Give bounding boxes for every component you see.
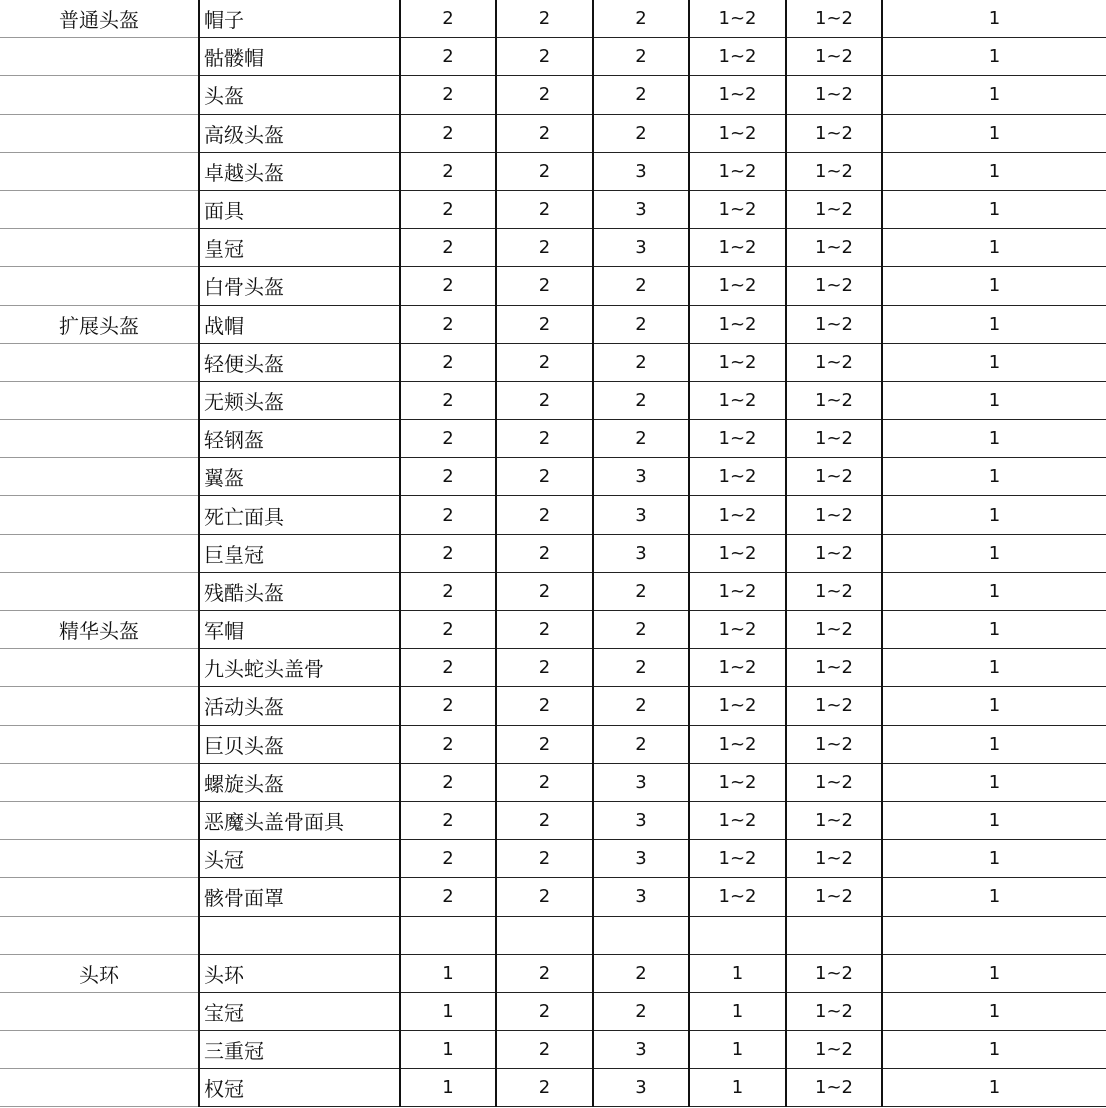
value-cell: 1~2 <box>689 687 786 725</box>
item-name-cell: 恶魔头盖骨面具 <box>199 801 400 839</box>
category-cell <box>0 114 199 152</box>
category-cell <box>0 152 199 190</box>
value-cell: 1~2 <box>689 763 786 801</box>
item-name-cell: 死亡面具 <box>199 496 400 534</box>
item-name-cell: 权冠 <box>199 1069 400 1107</box>
value-cell: 2 <box>496 878 593 916</box>
value-cell: 1~2 <box>786 1069 882 1107</box>
category-cell <box>0 878 199 916</box>
value-cell: 2 <box>593 305 689 343</box>
value-cell: 1~2 <box>689 38 786 76</box>
value-cell: 1~2 <box>786 267 882 305</box>
value-cell: 1~2 <box>786 458 882 496</box>
value-cell: 2 <box>400 305 496 343</box>
value-cell: 1 <box>689 992 786 1030</box>
table-row <box>0 305 1106 343</box>
value-cell: 2 <box>400 534 496 572</box>
value-cell: 1~2 <box>689 381 786 419</box>
value-cell: 2 <box>496 343 593 381</box>
value-cell: 1~2 <box>689 343 786 381</box>
value-cell: 1 <box>882 840 1106 878</box>
table-row <box>0 114 1106 152</box>
category-cell <box>0 76 199 114</box>
value-cell: 1 <box>882 954 1106 992</box>
item-name-cell: 战帽 <box>199 305 400 343</box>
value-cell: 2 <box>593 76 689 114</box>
value-cell: 1~2 <box>786 992 882 1030</box>
value-cell: 1 <box>882 458 1106 496</box>
value-cell: 2 <box>496 572 593 610</box>
value-cell <box>786 916 882 954</box>
value-cell: 3 <box>593 1031 689 1069</box>
value-cell: 1~2 <box>786 38 882 76</box>
value-cell: 2 <box>400 572 496 610</box>
value-cell: 1 <box>882 0 1106 38</box>
item-name-cell: 面具 <box>199 190 400 228</box>
value-cell: 3 <box>593 534 689 572</box>
value-cell: 1 <box>882 763 1106 801</box>
item-name-cell: 翼盔 <box>199 458 400 496</box>
value-cell <box>496 916 593 954</box>
value-cell: 1~2 <box>786 649 882 687</box>
value-cell: 1 <box>882 76 1106 114</box>
value-cell: 1 <box>689 954 786 992</box>
value-cell: 2 <box>496 1031 593 1069</box>
value-cell: 2 <box>496 305 593 343</box>
value-cell: 2 <box>496 267 593 305</box>
value-cell: 2 <box>496 840 593 878</box>
item-name-cell: 高级头盔 <box>199 114 400 152</box>
value-cell: 1~2 <box>786 801 882 839</box>
item-name-cell: 骷髅帽 <box>199 38 400 76</box>
value-cell: 2 <box>400 190 496 228</box>
value-cell <box>689 916 786 954</box>
category-cell: 普通头盔 <box>0 0 199 38</box>
value-cell: 3 <box>593 152 689 190</box>
item-name-cell: 螺旋头盔 <box>199 763 400 801</box>
value-cell: 1~2 <box>786 420 882 458</box>
item-name-cell: 三重冠 <box>199 1031 400 1069</box>
value-cell: 1~2 <box>786 572 882 610</box>
value-cell: 1~2 <box>786 763 882 801</box>
value-cell: 1 <box>882 1069 1106 1107</box>
value-cell: 1~2 <box>786 343 882 381</box>
category-cell <box>0 840 199 878</box>
value-cell: 1~2 <box>786 152 882 190</box>
value-cell: 2 <box>496 114 593 152</box>
value-cell: 1~2 <box>689 611 786 649</box>
category-cell <box>0 572 199 610</box>
value-cell: 1 <box>882 190 1106 228</box>
category-cell <box>0 801 199 839</box>
value-cell: 2 <box>400 152 496 190</box>
table-row <box>0 801 1106 839</box>
table-row <box>0 38 1106 76</box>
value-cell: 1~2 <box>786 611 882 649</box>
value-cell: 3 <box>593 229 689 267</box>
value-cell: 1~2 <box>786 190 882 228</box>
table-row <box>0 190 1106 228</box>
value-cell: 2 <box>593 725 689 763</box>
value-cell: 2 <box>496 954 593 992</box>
item-name-cell: 头环 <box>199 954 400 992</box>
table-row <box>0 381 1106 419</box>
value-cell: 2 <box>496 420 593 458</box>
value-cell: 2 <box>593 381 689 419</box>
value-cell: 2 <box>593 343 689 381</box>
category-cell <box>0 763 199 801</box>
value-cell: 2 <box>400 38 496 76</box>
value-cell: 1~2 <box>786 381 882 419</box>
item-name-cell <box>199 916 400 954</box>
value-cell: 2 <box>400 840 496 878</box>
value-cell <box>400 916 496 954</box>
value-cell: 1 <box>882 572 1106 610</box>
value-cell: 2 <box>400 0 496 38</box>
value-cell: 1 <box>882 611 1106 649</box>
value-cell: 1~2 <box>689 840 786 878</box>
category-cell: 精华头盔 <box>0 611 199 649</box>
value-cell: 1 <box>882 992 1106 1030</box>
value-cell: 2 <box>400 725 496 763</box>
value-cell: 1~2 <box>786 76 882 114</box>
category-cell <box>0 992 199 1030</box>
category-cell: 扩展头盔 <box>0 305 199 343</box>
category-cell <box>0 1069 199 1107</box>
value-cell: 3 <box>593 458 689 496</box>
value-cell: 1~2 <box>689 267 786 305</box>
value-cell: 1~2 <box>786 0 882 38</box>
item-name-cell: 轻钢盔 <box>199 420 400 458</box>
table-row <box>0 267 1106 305</box>
item-name-cell: 帽子 <box>199 0 400 38</box>
value-cell: 1~2 <box>786 725 882 763</box>
table-row <box>0 840 1106 878</box>
value-cell: 1~2 <box>786 878 882 916</box>
value-cell: 1~2 <box>689 152 786 190</box>
value-cell: 1~2 <box>689 496 786 534</box>
value-cell: 2 <box>496 534 593 572</box>
value-cell: 1 <box>882 420 1106 458</box>
item-name-cell: 白骨头盔 <box>199 267 400 305</box>
value-cell: 2 <box>593 572 689 610</box>
value-cell: 1~2 <box>786 496 882 534</box>
value-cell: 2 <box>593 649 689 687</box>
value-cell: 1~2 <box>689 0 786 38</box>
value-cell: 2 <box>496 801 593 839</box>
value-cell: 2 <box>400 687 496 725</box>
item-name-cell: 头冠 <box>199 840 400 878</box>
value-cell: 1~2 <box>689 458 786 496</box>
table-row <box>0 954 1106 992</box>
value-cell: 1~2 <box>689 534 786 572</box>
category-cell <box>0 458 199 496</box>
value-cell: 1~2 <box>689 114 786 152</box>
value-cell: 2 <box>400 496 496 534</box>
value-cell: 2 <box>400 801 496 839</box>
table-row <box>0 76 1106 114</box>
value-cell: 3 <box>593 878 689 916</box>
category-cell <box>0 916 199 954</box>
value-cell: 2 <box>593 267 689 305</box>
value-cell: 1~2 <box>689 190 786 228</box>
category-cell <box>0 420 199 458</box>
category-cell <box>0 38 199 76</box>
item-name-cell: 军帽 <box>199 611 400 649</box>
table-row <box>0 229 1106 267</box>
table-row <box>0 496 1106 534</box>
value-cell: 3 <box>593 496 689 534</box>
value-cell: 3 <box>593 1069 689 1107</box>
value-cell: 1 <box>882 343 1106 381</box>
value-cell <box>882 916 1106 954</box>
value-cell: 2 <box>496 458 593 496</box>
value-cell: 1 <box>882 267 1106 305</box>
value-cell: 1~2 <box>689 878 786 916</box>
value-cell: 2 <box>400 267 496 305</box>
value-cell: 3 <box>593 801 689 839</box>
value-cell: 1 <box>400 954 496 992</box>
value-cell: 2 <box>400 381 496 419</box>
value-cell: 1~2 <box>689 725 786 763</box>
table-row <box>0 420 1106 458</box>
item-name-cell: 无颊头盔 <box>199 381 400 419</box>
category-cell <box>0 381 199 419</box>
value-cell: 2 <box>496 649 593 687</box>
value-cell: 1 <box>882 229 1106 267</box>
item-name-cell: 头盔 <box>199 76 400 114</box>
item-name-cell: 残酷头盔 <box>199 572 400 610</box>
value-cell: 2 <box>400 611 496 649</box>
value-cell: 2 <box>593 0 689 38</box>
value-cell: 2 <box>496 763 593 801</box>
table-row <box>0 0 1106 38</box>
value-cell: 1 <box>400 1031 496 1069</box>
value-cell: 2 <box>496 38 593 76</box>
item-name-cell: 轻便头盔 <box>199 343 400 381</box>
value-cell: 1 <box>882 38 1106 76</box>
value-cell: 1 <box>882 114 1106 152</box>
value-cell: 2 <box>400 763 496 801</box>
value-cell: 3 <box>593 190 689 228</box>
category-cell <box>0 496 199 534</box>
table-row <box>0 458 1106 496</box>
item-name-cell: 巨皇冠 <box>199 534 400 572</box>
item-name-cell: 皇冠 <box>199 229 400 267</box>
value-cell: 2 <box>400 420 496 458</box>
value-cell: 2 <box>496 229 593 267</box>
value-cell: 1 <box>882 801 1106 839</box>
value-cell: 2 <box>400 649 496 687</box>
table-row <box>0 992 1106 1030</box>
table-row <box>0 687 1106 725</box>
category-cell <box>0 343 199 381</box>
value-cell: 1~2 <box>786 687 882 725</box>
table-row <box>0 343 1106 381</box>
value-cell: 2 <box>496 725 593 763</box>
category-cell <box>0 1031 199 1069</box>
value-cell: 2 <box>593 954 689 992</box>
table-row <box>0 152 1106 190</box>
item-name-cell: 巨贝头盔 <box>199 725 400 763</box>
value-cell: 2 <box>400 76 496 114</box>
value-cell: 1~2 <box>689 305 786 343</box>
value-cell: 2 <box>496 381 593 419</box>
item-name-cell: 宝冠 <box>199 992 400 1030</box>
table-row <box>0 649 1106 687</box>
value-cell: 2 <box>496 76 593 114</box>
value-cell: 2 <box>496 152 593 190</box>
value-cell: 2 <box>593 38 689 76</box>
value-cell: 1 <box>882 152 1106 190</box>
table-row <box>0 572 1106 610</box>
value-cell: 1 <box>882 687 1106 725</box>
value-cell: 2 <box>496 611 593 649</box>
item-name-cell: 活动头盔 <box>199 687 400 725</box>
value-cell: 1~2 <box>689 649 786 687</box>
value-cell: 1 <box>400 1069 496 1107</box>
value-cell: 1~2 <box>689 229 786 267</box>
value-cell: 2 <box>496 0 593 38</box>
table-row <box>0 611 1106 649</box>
category-cell <box>0 534 199 572</box>
value-cell: 1 <box>882 496 1106 534</box>
category-cell <box>0 190 199 228</box>
item-name-cell: 卓越头盔 <box>199 152 400 190</box>
value-cell: 1 <box>882 381 1106 419</box>
value-cell: 2 <box>593 611 689 649</box>
value-cell: 1~2 <box>689 572 786 610</box>
table-row <box>0 534 1106 572</box>
value-cell: 1~2 <box>786 840 882 878</box>
value-cell: 1 <box>882 878 1106 916</box>
value-cell: 1 <box>882 305 1106 343</box>
value-cell: 1 <box>882 649 1106 687</box>
value-cell: 1 <box>689 1069 786 1107</box>
category-cell <box>0 267 199 305</box>
value-cell: 2 <box>400 458 496 496</box>
category-cell <box>0 649 199 687</box>
value-cell: 2 <box>400 878 496 916</box>
value-cell: 1 <box>882 725 1106 763</box>
category-cell: 头环 <box>0 954 199 992</box>
table-row <box>0 1069 1106 1107</box>
value-cell: 1~2 <box>786 114 882 152</box>
item-name-cell: 九头蛇头盖骨 <box>199 649 400 687</box>
value-cell: 2 <box>496 190 593 228</box>
value-cell: 3 <box>593 840 689 878</box>
value-cell: 1~2 <box>786 305 882 343</box>
value-cell: 1~2 <box>689 76 786 114</box>
table-row <box>0 1031 1106 1069</box>
value-cell: 1~2 <box>786 229 882 267</box>
value-cell: 1~2 <box>786 534 882 572</box>
value-cell <box>593 916 689 954</box>
value-cell: 3 <box>593 763 689 801</box>
value-cell: 2 <box>593 992 689 1030</box>
value-cell: 2 <box>496 496 593 534</box>
value-cell: 2 <box>400 229 496 267</box>
value-cell: 1~2 <box>786 1031 882 1069</box>
table-row <box>0 763 1106 801</box>
value-cell: 2 <box>593 687 689 725</box>
value-cell: 1 <box>400 992 496 1030</box>
category-cell <box>0 229 199 267</box>
value-cell: 2 <box>400 114 496 152</box>
value-cell: 2 <box>496 1069 593 1107</box>
value-cell: 2 <box>400 343 496 381</box>
category-cell <box>0 687 199 725</box>
item-name-cell: 骸骨面罩 <box>199 878 400 916</box>
value-cell: 1~2 <box>689 420 786 458</box>
category-cell <box>0 725 199 763</box>
value-cell: 2 <box>496 687 593 725</box>
table-row <box>0 725 1106 763</box>
value-cell: 1 <box>689 1031 786 1069</box>
value-cell: 2 <box>593 420 689 458</box>
table-row <box>0 878 1106 916</box>
value-cell: 1~2 <box>786 954 882 992</box>
table-row <box>0 916 1106 954</box>
value-cell: 2 <box>593 114 689 152</box>
value-cell: 1 <box>882 534 1106 572</box>
value-cell: 2 <box>496 992 593 1030</box>
value-cell: 1~2 <box>689 801 786 839</box>
value-cell: 1 <box>882 1031 1106 1069</box>
